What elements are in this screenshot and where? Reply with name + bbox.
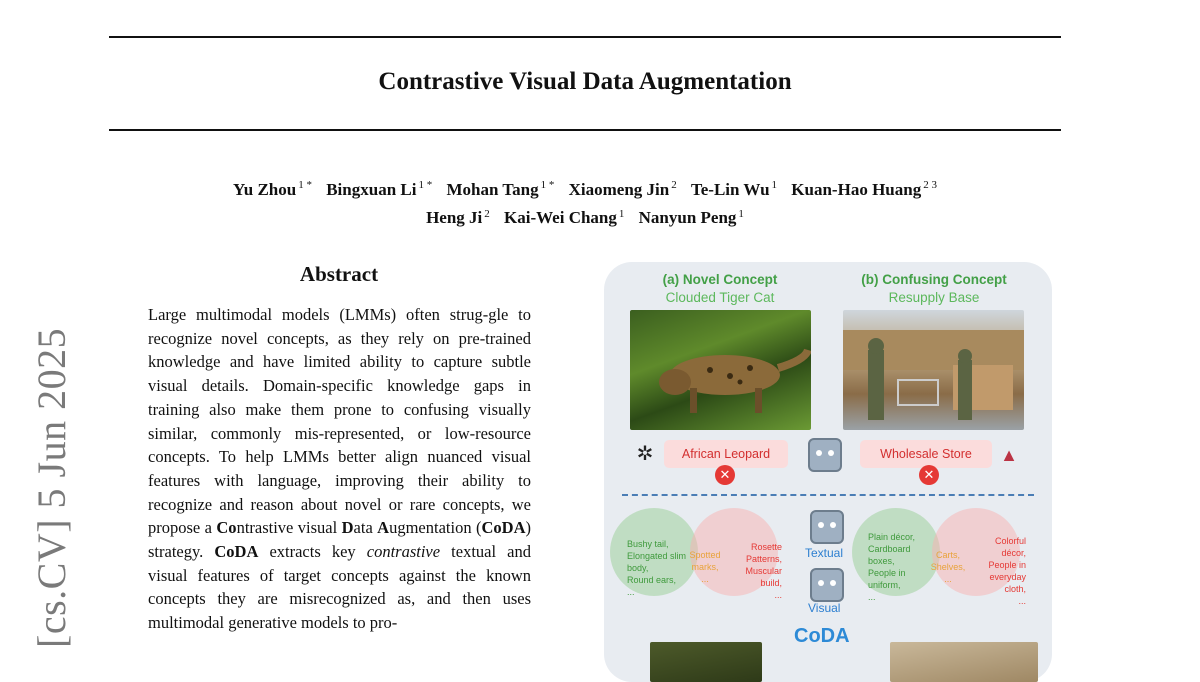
title-rule-bottom	[109, 129, 1061, 131]
clouded-tiger-cat-photo	[630, 310, 811, 430]
fig-a-subtitle: Clouded Tiger Cat	[665, 290, 775, 305]
venn-b-confused-features: Colorful décor, People in everyday cloth, ...	[988, 536, 1026, 606]
author-8: Kai-Wei Chang $^1$	[504, 207, 625, 228]
cat-silhouette	[630, 310, 811, 430]
resupply-base-photo	[843, 310, 1024, 430]
generated-image-b	[890, 642, 1038, 682]
author-9: Nanyun Peng $^1$	[638, 207, 744, 228]
visual-label: Visual	[808, 601, 841, 615]
author-line-2	[0, 202, 1170, 231]
author-line-1	[0, 173, 1170, 202]
abstract-body: Large multimodal models (LMMs) often strug-gle to recognize novel concepts, as they rely on pre-trained knowledge and have limited ability to capture subtle visual details. Domain-specific knowledge gaps in training also make them prone to confusing visually similar, commonly mis-represented, or low-resource concepts. To help LMMs better align nuanced visual features with language, improving their ability to recognize and reason about novel or rare concepts, we propose a Contrastive visual Data Augmentation (CoDA) strategy. CoDA extracts key contrastive textual and visual features of target concepts against the known concepts they are misrecognized as, and then uses multimodal generative models to pro-	[148, 305, 531, 633]
author-5: Te-Lin Wu $^1$	[690, 179, 778, 199]
generated-image-a	[650, 642, 762, 682]
venn-a-shared-features: Spotted marks, ...	[689, 550, 721, 584]
robot-icon	[808, 438, 842, 472]
wrong-answer-a: African Leopard	[664, 440, 788, 468]
x-circle-icon: ✕	[715, 465, 735, 485]
volcano-icon: ▲	[1000, 445, 1018, 465]
venn-b-target-features: Plain décor, Cardboard boxes, People in uniform, ...	[868, 532, 916, 602]
textual-label: Textual	[805, 546, 844, 560]
warehouse-scene	[843, 310, 1024, 430]
fig-b-subtitle: Resupply Base	[888, 290, 980, 305]
venn-a-target-features: Bushy tail, Elongated slim body, Round ears, ...	[627, 539, 687, 597]
author-7: Heng Ji $^2$	[426, 207, 490, 228]
robot-icon	[810, 510, 844, 544]
openai-logo-icon: ✲	[636, 443, 654, 465]
venn-a-confused-features: Rosette Patterns, Muscular build, ...	[745, 542, 782, 600]
author-1: Yu Zhou $^{1 *}$	[233, 179, 312, 199]
robot-icon	[810, 568, 844, 602]
author-2: Bingxuan Li $^{1 *}$	[326, 179, 433, 199]
author-3: Mohan Tang $^{1 *}$	[446, 179, 555, 199]
wrong-answer-b: Wholesale Store	[860, 440, 992, 468]
author-list	[0, 173, 1170, 230]
fig-b-title: (b) Confusing Concept	[861, 272, 1007, 287]
abstract-heading: Abstract	[299, 262, 379, 286]
title-rule-top	[109, 36, 1061, 38]
author-4: Xiaomeng Jin $^2$	[568, 179, 677, 199]
figure-panel	[604, 262, 1052, 682]
author-6: Kuan-Hao Huang $^{2 3}$	[791, 179, 937, 199]
arxiv-sidebar-stamp: [cs.CV] 5 Jun 2025	[29, 327, 74, 648]
x-circle-icon: ✕	[919, 465, 939, 485]
divider-dashed	[622, 494, 1034, 496]
venn-b-shared-features: Carts, Shelves, ...	[930, 550, 966, 584]
paper-title: Contrastive Visual Data Augmentation	[378, 68, 792, 95]
fig-a-title: (a) Novel Concept	[662, 272, 778, 287]
coda-label: CoDA	[794, 625, 850, 647]
